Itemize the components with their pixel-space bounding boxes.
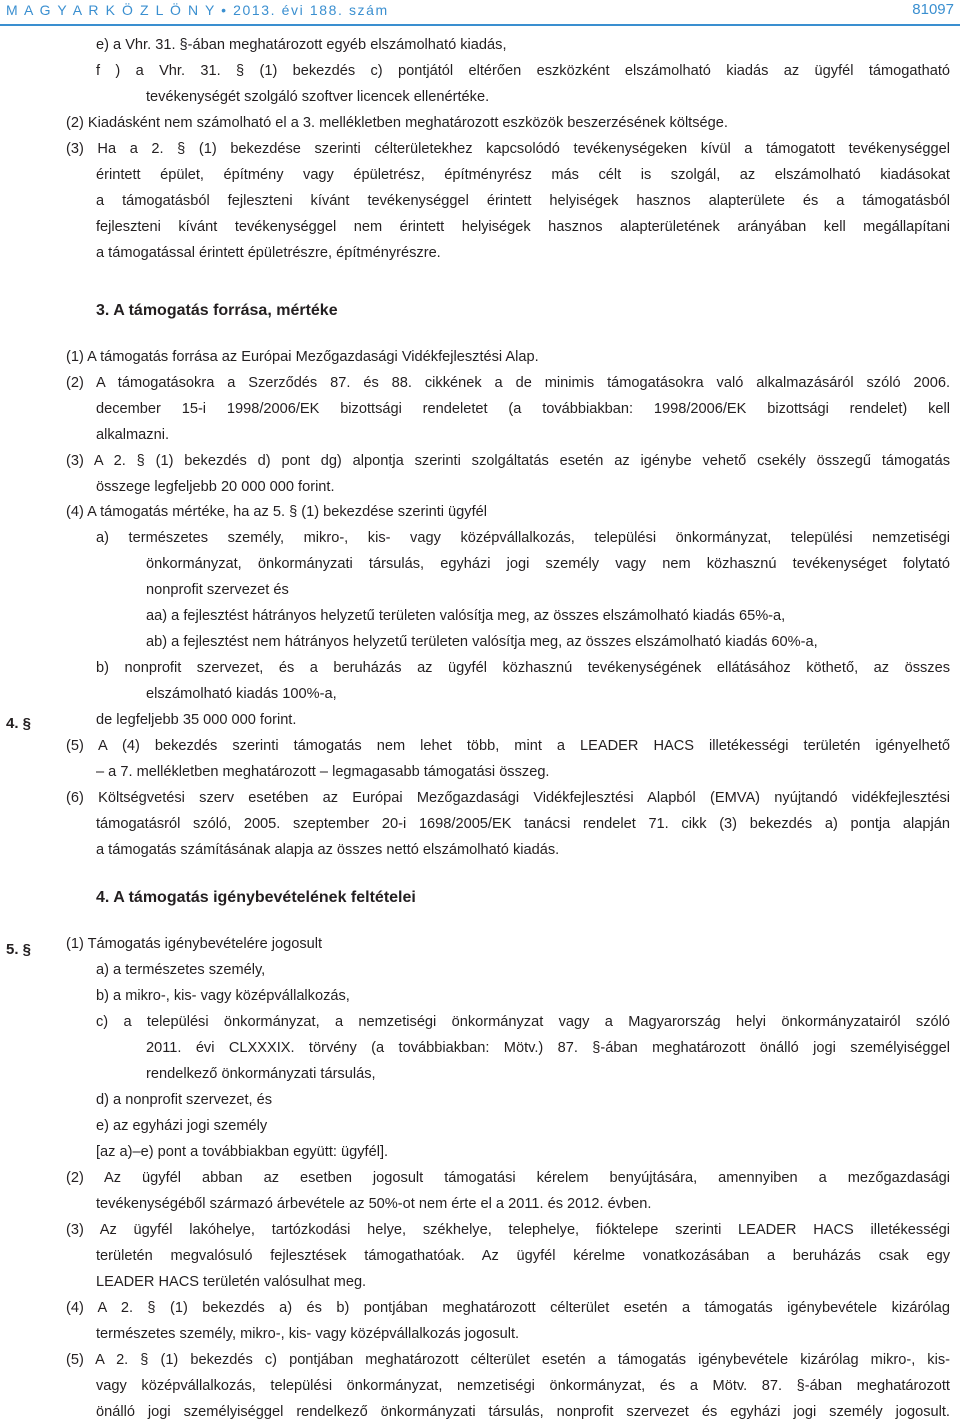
text-line: c) a települési önkormányzat, a nemzetiségi önkormányzat vagy a Magyarország helyi önkormányzatairól szóló — [96, 1014, 950, 1030]
text-line: (4) A támogatás mértéke, ha az 5. § (1) bekezdése szerinti ügyfél — [66, 504, 488, 520]
text-line: a támogatás számításának alapja az összes nettó elszámolható kiadás. — [96, 842, 560, 858]
text-line: (3) Az ügyfél lakóhelye, tartózkodási helye, székhelye, telephelye, fióktelepe szerinti LEADER HACS illetékességi — [66, 1222, 950, 1238]
text-line: alkalmazni. — [96, 427, 169, 443]
text-line: (3) A 2. § (1) bekezdés d) pont dg) alpontja szerinti szolgáltatás esetén az igénybe vehető csekély összegű támogatás — [66, 453, 950, 469]
text-line: aa) a fejlesztést hátrányos helyzetű területen valósítja meg, az összes elszámolható kiadás 65%-a, — [146, 608, 786, 624]
journal-title: M A G Y A R K Ö Z L Ö N Y • 2013. évi 188. szám — [6, 2, 389, 18]
text-line: rendelkező önkormányzati társulás, — [146, 1066, 376, 1082]
text-line: e) az egyházi jogi személy — [96, 1118, 268, 1134]
text-line: f ) a Vhr. 31. § (1) bekezdés c) pontjától eltérően eszközként elszámolható kiadás az ügyfél támogatható — [96, 63, 950, 79]
text-line: d) a nonprofit szervezet, és — [96, 1092, 273, 1108]
paragraph-mark-5: 5. § — [6, 941, 32, 958]
text-line: önkormányzat, önkormányzati társulás, egyházi jogi személy vagy nem közhasznú tevékenységet folytató — [146, 556, 950, 572]
text-line: (5) A (4) bekezdés szerinti támogatás nem lehet több, mint a LEADER HACS illetékességi területén igényelhető — [66, 738, 950, 754]
text-line: (3) Ha a 2. § (1) bekezdése szerinti célterületekhez kapcsolódó tevékenységeken kívül a támogatott tevékenységgel — [66, 141, 950, 157]
text-line: érintett épület, építmény vagy épületrész, építményrész más célt is szolgál, az elszámolható kiadásokat — [96, 167, 950, 183]
text-line: a) a természetes személy, — [96, 962, 266, 978]
text-line: (2) A támogatásokra a Szerződés 87. és 88. cikkének a de minimis támogatásokra való alkalmazásáról szóló 2006. — [66, 375, 950, 391]
text-line: b) nonprofit szervezet, és a beruházás az ügyfél közhasznú tevékenységének ellátásához köthető, az összes — [96, 660, 950, 676]
text-line: ab) a fejlesztést nem hátrányos helyzetű területen valósítja meg, az összes elszámolható kiadás 60%-a, — [146, 634, 818, 650]
section-heading-3: 3. A támogatás forrása, mértéke — [96, 302, 338, 319]
text-line: nonprofit szervezet és — [146, 582, 289, 598]
page-number: 81097 — [912, 1, 954, 18]
text-line: a támogatásból fejleszteni kívánt tevékenységgel érintett helyiségek hasznos alapterülete és a támogatásból — [96, 193, 950, 209]
text-line: a) természetes személy, mikro-, kis- vagy középvállalkozás, települési önkormányzat, települési nemzetiségi — [96, 530, 950, 546]
text-line: természetes személy, mikro-, kis- vagy középvállalkozás jogosult. — [96, 1326, 520, 1342]
text-line: vagy középvállalkozás, települési önkormányzat, nemzetiségi önkormányzat, és a Mötv. 87. §-ában meghatározott — [96, 1378, 950, 1394]
text-line: (2) Kiadásként nem számolható el a 3. mellékletben meghatározott eszközök beszerzésének költsége. — [66, 115, 728, 131]
text-line: (1) Támogatás igénybevételére jogosult — [66, 936, 323, 952]
text-line: (6) Költségvetési szerv esetében az Európai Mezőgazdasági Vidékfejlesztési Alapból (EMVA) nyújtandó vidékfejlesztési — [66, 790, 950, 806]
section-heading-4: 4. A támogatás igénybevételének feltételei — [96, 889, 416, 906]
text-line: (1) A támogatás forrása az Európai Mezőgazdasági Vidékfejlesztési Alap. — [66, 349, 539, 365]
text-line: fejleszteni kívánt tevékenységgel nem érintett helyiségek hasznos alapterületének arányában kell megállapítani — [96, 219, 950, 235]
text-line: b) a mikro-, kis- vagy középvállalkozás, — [96, 988, 350, 1004]
text-line: a támogatással érintett épületrészre, építményrészre. — [96, 245, 441, 261]
text-line: elszámolható kiadás 100%-a, — [146, 686, 337, 702]
text-line: tevékenységét szolgáló szoftver licencek ellenértéke. — [146, 89, 490, 105]
text-line: 2011. évi CLXXXIX. törvény (a továbbiakban: Mötv.) 87. §-ában meghatározott önálló jogi személyiséggel — [146, 1040, 950, 1056]
text-line: de legfeljebb 35 000 000 forint. — [96, 712, 297, 728]
text-line: LEADER HACS területén valósulhat meg. — [96, 1274, 367, 1290]
paragraph-mark-4: 4. § — [6, 715, 32, 732]
text-line: tevékenységéből származó árbevétele az 50%-ot nem érte el a 2011. és 2012. évben. — [96, 1196, 652, 1212]
text-line: önálló jogi személyiséggel rendelkező önkormányzati társulás, nonprofit szervezet és egyházi jogi személy jogosult. — [96, 1404, 950, 1420]
text-line: [az a)–e) pont a továbbiakban együtt: ügyfél]. — [96, 1144, 389, 1160]
text-line: e) a Vhr. 31. §-ában meghatározott egyéb elszámolható kiadás, — [96, 37, 507, 53]
page-header — [0, 0, 960, 20]
text-line: – a 7. mellékletben meghatározott – legmagasabb támogatási összeg. — [96, 764, 550, 780]
text-line: összege legfeljebb 20 000 000 forint. — [96, 479, 335, 495]
text-line: (5) A 2. § (1) bekezdés c) pontjában meghatározott célterület esetén a támogatás igénybevétele kizárólag mikro-, kis- — [66, 1352, 950, 1368]
text-line: (4) A 2. § (1) bekezdés a) és b) pontjában meghatározott célterület esetén a támogatás igénybevétele kizárólag — [66, 1300, 950, 1316]
text-line: december 15-i 1998/2006/EK bizottsági rendeletet (a továbbiakban: 1998/2006/EK bizottsági rendelet) kell — [96, 401, 950, 417]
header-rule — [0, 24, 960, 26]
text-line: támogatásról szóló, 2005. szeptember 20-i 1698/2005/EK tanácsi rendelet 71. cikk (3) bekezdés a) pontja alapján — [96, 816, 950, 832]
text-line: területén megvalósuló fejlesztések támogathatóak. Az ügyfél kérelme vonatkozásában a beruházás csak egy — [96, 1248, 950, 1264]
text-line: (2) Az ügyfél abban az esetben jogosult támogatási kérelem benyújtására, amennyiben a mezőgazdasági — [66, 1170, 950, 1186]
